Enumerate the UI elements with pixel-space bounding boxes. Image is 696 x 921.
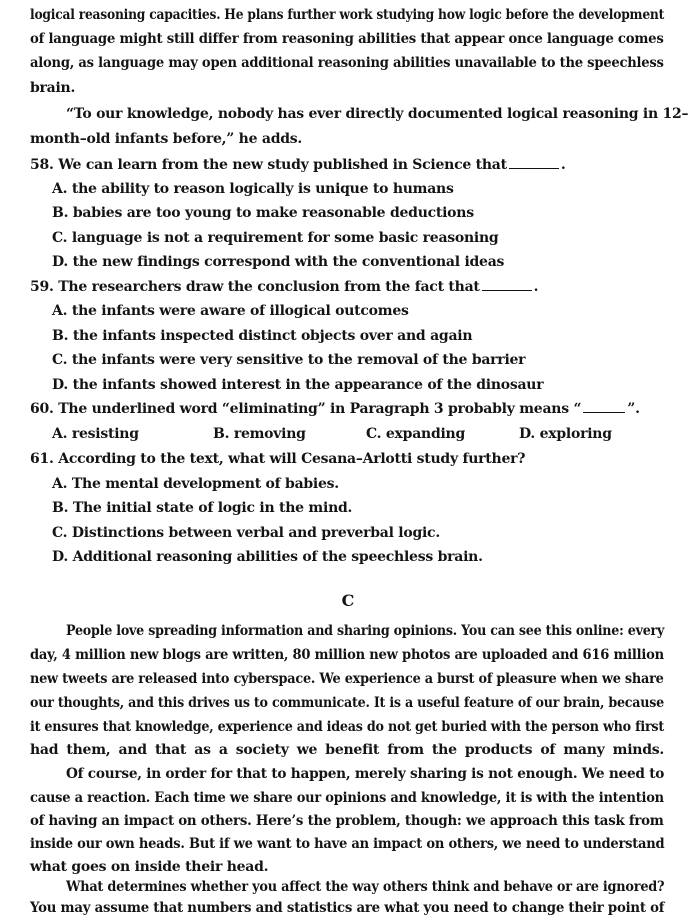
option-58-b: B. babies are too young to make reasonable deductions: [52, 205, 474, 221]
question-stem-end: .: [560, 157, 566, 173]
question-60-stem: [30, 400, 640, 418]
passage-c-p1-line: People love spreading information and sharing opinions. You can see this online: every: [66, 623, 665, 639]
option-59-d: D. the infants showed interest in the appearance of the dinosaur: [52, 377, 544, 393]
passage-c-p1-line: new tweets are released into cyberspace. We experience a burst of pleasure when we share: [30, 671, 664, 687]
option-61-a: A. The mental development of babies.: [52, 476, 339, 492]
option-59-c: C. the infants were very sensitive to the removal of the barrier: [52, 352, 526, 368]
question-stem-text: 58. We can learn from the new study published in Science that: [30, 157, 507, 173]
passage-b-quote-line: “To our knowledge, nobody has ever directly documented logical reasoning in 12–: [66, 106, 689, 122]
question-58-stem: [30, 156, 565, 174]
option-59-a: A. the infants were aware of illogical outcomes: [52, 303, 409, 319]
passage-c-p3-line: What determines whether you affect the way others think and behave or are ignored?: [66, 879, 665, 895]
passage-c-p1-line: day, 4 million new blogs are written, 80 million new photos are uploaded and 616 million: [30, 647, 664, 663]
passage-b-quote-line: month–old infants before,” he adds.: [30, 131, 303, 147]
question-stem-end: .: [533, 279, 539, 295]
option-61-c: C. Distinctions between verbal and preverbal logic.: [52, 525, 440, 541]
option-58-c: C. language is not a requirement for some basic reasoning: [52, 230, 499, 246]
passage-c-p2-line: inside our own heads. But if we want to have an impact on others, we need to understand: [30, 836, 665, 852]
passage-b-line: brain.: [30, 80, 76, 96]
option-61-d: D. Additional reasoning abilities of the speechless brain.: [52, 549, 483, 565]
option-60-d: D. exploring: [519, 426, 612, 442]
option-58-d: D. the new findings correspond with the conventional ideas: [52, 254, 505, 270]
option-60-b: B. removing: [213, 426, 306, 442]
answer-blank: [583, 401, 625, 413]
passage-c-p2-line: cause a reaction. Each time we share our opinions and knowledge, it is with the intention: [30, 790, 664, 806]
option-61-b: B. The initial state of logic in the mind.: [52, 500, 353, 516]
section-title-c: C: [341, 591, 355, 610]
passage-b-line: along, as language may open additional reasoning abilities unavailable to the speechless: [30, 55, 664, 71]
question-59-stem: [30, 278, 538, 296]
answer-blank: [482, 279, 532, 291]
passage-c-p1-line: had them, and that as a society we benefit from the products of many minds.: [30, 742, 664, 758]
question-stem-end: ”.: [627, 401, 640, 417]
question-61-stem: 61. According to the text, what will Cesana–Arlotti study further?: [30, 451, 526, 467]
option-60-a: A. resisting: [52, 426, 139, 442]
option-59-b: B. the infants inspected distinct objects over and again: [52, 328, 473, 344]
passage-c-p2-line: Of course, in order for that to happen, merely sharing is not enough. We need to: [66, 766, 665, 782]
passage-c-p2-line: what goes on inside their head.: [30, 859, 269, 875]
passage-c-p1-line: our thoughts, and this drives us to communicate. It is a useful feature of our brain, because: [30, 695, 664, 711]
answer-blank: [509, 157, 559, 169]
question-stem-text: 60. The underlined word “eliminating” in Paragraph 3 probably means “: [30, 401, 582, 417]
passage-b-line: of language might still differ from reasoning abilities that appear once language comes: [30, 31, 664, 47]
option-60-c: C. expanding: [366, 426, 466, 442]
passage-b-line: logical reasoning capacities. He plans further work studying how logic before the development: [30, 7, 665, 23]
passage-c-p3-line: You may assume that numbers and statistics are what you need to change their point of: [30, 900, 665, 916]
passage-c-p2-line: of having an impact on others. Here’s the problem, though: we approach this task from: [30, 813, 664, 829]
passage-c-p1-line: it ensures that knowledge, experience and ideas do not get buried with the person who first: [30, 719, 664, 735]
question-stem-text: 59. The researchers draw the conclusion from the fact that: [30, 279, 480, 295]
option-58-a: A. the ability to reason logically is unique to humans: [52, 181, 454, 197]
